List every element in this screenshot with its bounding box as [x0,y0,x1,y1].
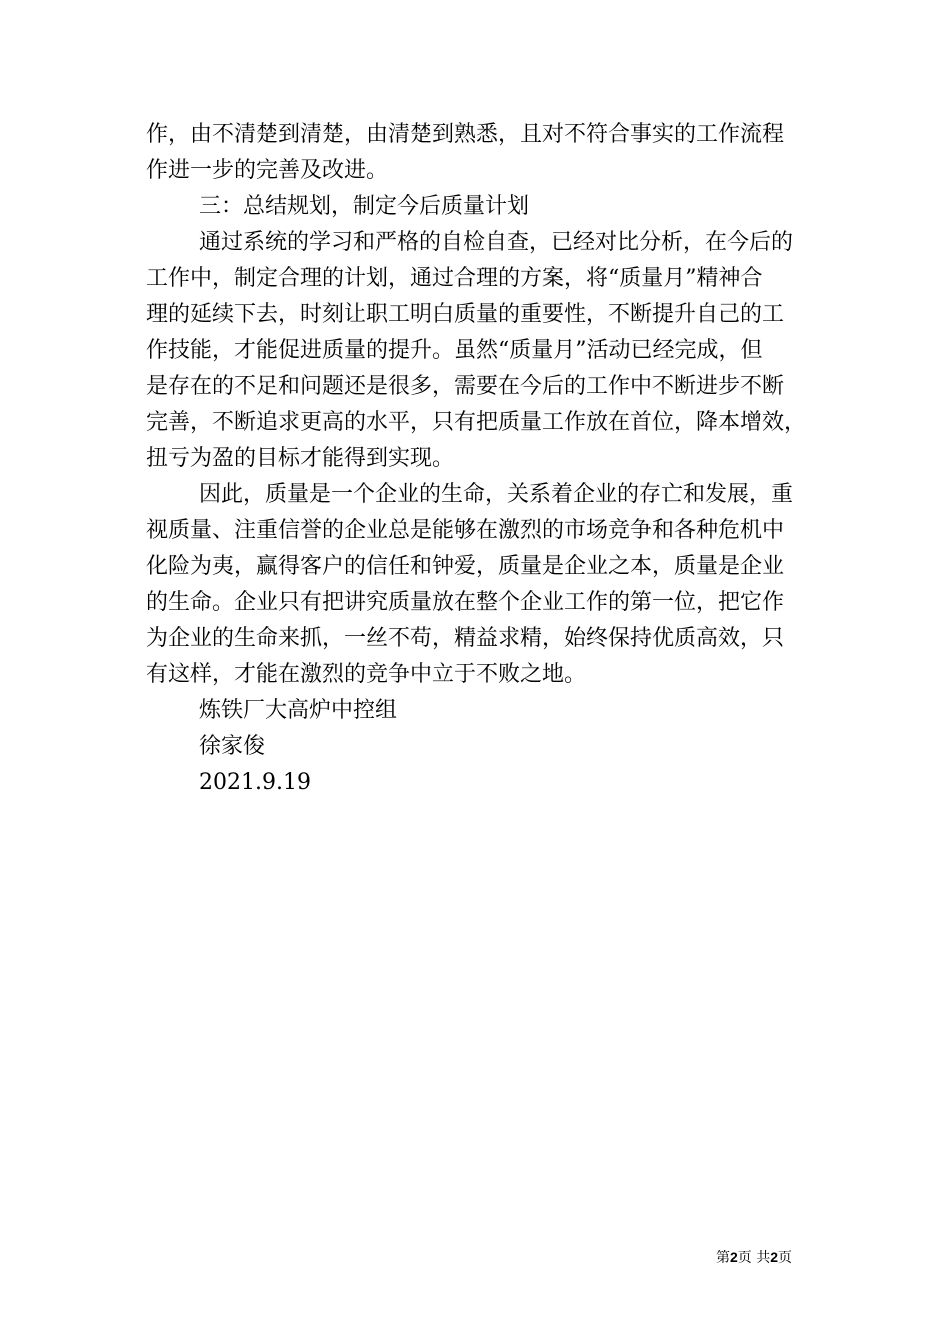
document-body [146,117,810,801]
signature-department: 炼铁厂大高炉中控组 [199,698,398,723]
paragraph-continuation-line: 作，由不清楚到清楚，由清楚到熟悉，且对不符合事实的工作流程 [146,122,785,147]
total-pages-number: 2 [770,1249,779,1265]
footer-middle: 页 共 [737,1250,771,1266]
paragraph-line: 作技能，才能促进质量的提升。虽然“质量月”活动已经完成，但 [146,338,763,363]
paragraph-line: 完善，不断追求更高的水平，只有把质量工作放在首位，降本增效， [146,410,807,435]
paragraph-line: 扭亏为盈的目标才能得到实现。 [146,446,455,471]
paragraph-line: 工作中，制定合理的计划，通过合理的方案，将“质量月”精神合 [146,266,763,291]
paragraph-continuation-line: 作进一步的完善及改进。 [146,158,389,183]
signature-author: 徐家俊 [199,734,266,759]
paragraph-line: 视质量、注重信誉的企业总是能够在激烈的市场竞争和各种危机中 [146,518,785,543]
footer-suffix: 页 [778,1250,793,1266]
paragraph-first-line: 通过系统的学习和严格的自检自查，已经对比分析，在今后的 [199,230,794,255]
paragraph-line: 化险为夷，赢得客户的信任和钟爱，质量是企业之本，质量是企业 [146,554,785,579]
paragraph-first-line: 因此，质量是一个企业的生命，关系着企业的存亡和发展，重 [199,482,794,507]
paragraph-line: 是存在的不足和问题还是很多，需要在今后的工作中不断进步不断 [146,374,785,399]
paragraph-line: 的生命。企业只有把讲究质量放在整个企业工作的第一位，把它作 [146,590,785,615]
current-page-number: 2 [730,1249,738,1265]
paragraph-line: 理的延续下去，时刻让职工明白质量的重要性，不断提升自己的工 [146,302,785,327]
signature-date: 2021.9.19 [199,770,311,795]
page-number-footer [716,1249,792,1266]
paragraph-line: 有这样，才能在激烈的竞争中立于不败之地。 [146,662,587,687]
footer-prefix: 第 [716,1250,730,1266]
paragraph-line: 为企业的生命来抓，一丝不苟，精益求精，始终保持优质高效，只 [146,626,785,651]
section-heading: 三：总结规划，制定今后质量计划 [199,194,530,219]
